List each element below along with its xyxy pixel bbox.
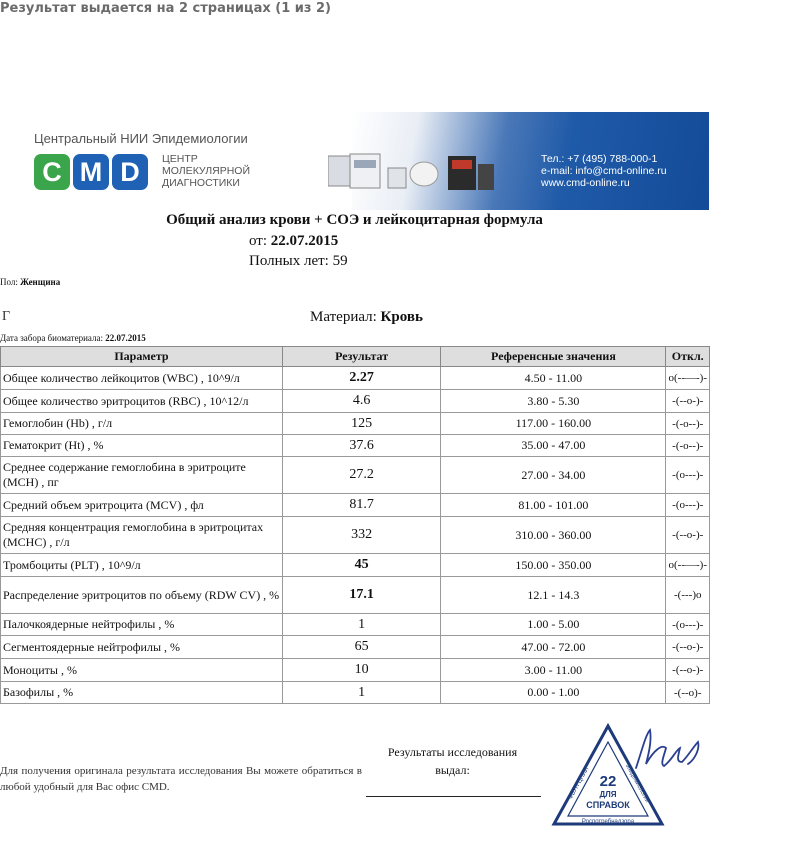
table-row [1, 517, 710, 554]
patient-age: Полных лет: 59 [249, 253, 348, 269]
dev-cell: -(-o--)- [666, 413, 710, 435]
param-cell: Гемоглобин (Hb) , г/л [1, 413, 283, 435]
param-cell: Моноциты , % [1, 659, 283, 682]
ref-cell: 0.00 - 1.00 [441, 682, 666, 704]
ref-cell: 117.00 - 160.00 [441, 413, 666, 435]
ref-cell: 3.80 - 5.30 [441, 390, 666, 413]
dev-cell: -(o---)- [666, 457, 710, 494]
ref-cell: 310.00 - 360.00 [441, 517, 666, 554]
table-row [1, 636, 710, 659]
stamp-line2: СПРАВОК [586, 800, 630, 810]
cmd-logo [34, 154, 148, 190]
dev-cell: -(-o--)- [666, 435, 710, 457]
param-cell: Распределение эритроцитов по объему (RDW CV) , % [1, 577, 283, 614]
param-cell: Общее количество лейкоцитов (WBC) , 10^9/л [1, 367, 283, 390]
header-reference: Референсные значения [441, 347, 666, 367]
table-row [1, 577, 710, 614]
value-cell: 1 [282, 682, 440, 704]
dev-cell: -(o---)- [666, 494, 710, 517]
header-banner [0, 112, 709, 210]
results-table [0, 346, 710, 704]
logo-letter-d: D [112, 154, 148, 190]
report-title: Общий анализ крови + СОЭ и лейкоцитарная формула [166, 212, 543, 228]
stamp-left: ФБУН ЦНИИ [567, 766, 591, 801]
ref-cell: 3.00 - 11.00 [441, 659, 666, 682]
logo-subtitle: ЦЕНТР МОЛЕКУЛЯРНОЙ ДИАГНОСТИКИ [162, 153, 251, 189]
issued-by-label: Результаты исследования выдал: [387, 745, 518, 777]
header-parameter: Параметр [1, 347, 283, 367]
value-cell: 27.2 [282, 457, 440, 494]
ref-cell: 47.00 - 72.00 [441, 636, 666, 659]
page-count-notice: Результат выдается на 2 страницах (1 из 2) [0, 1, 331, 16]
stamp-number: 22 [599, 773, 617, 790]
param-cell: Средняя концентрация гемоглобина в эритроцитах (MCHC) , г/л [1, 517, 283, 554]
header-deviation: Откл. [666, 347, 710, 367]
dev-cell: -(---)o [666, 577, 710, 614]
table-row [1, 494, 710, 517]
param-cell: Сегментоядерные нейтрофилы , % [1, 636, 283, 659]
contact-email: e-mail: info@cmd-online.ru [541, 165, 667, 177]
value-cell: 65 [282, 636, 440, 659]
contact-site: www.cmd-online.ru [541, 177, 630, 189]
stamp-right: эпидемиологии [623, 763, 650, 804]
value-cell: 17.1 [282, 577, 440, 614]
value-cell: 332 [282, 517, 440, 554]
stamp-bottom: Роспотребнадзора [581, 819, 635, 825]
table-row [1, 457, 710, 494]
ref-cell: 12.1 - 14.3 [441, 577, 666, 614]
param-cell: Тромбоциты (PLT) , 10^9/л [1, 554, 283, 577]
param-cell: Палочкоядерные нейтрофилы , % [1, 614, 283, 636]
param-cell: Общее количество эритроцитов (RBC) , 10^12/л [1, 390, 283, 413]
value-cell: 4.6 [282, 390, 440, 413]
value-cell: 37.6 [282, 435, 440, 457]
dev-cell: -(--o)- [666, 682, 710, 704]
original-note: Для получения оригинала результата исследования Вы можете обратиться в любой удобный для Вас офис CMD. [0, 765, 362, 793]
table-row [1, 367, 710, 390]
param-cell: Гематокрит (Ht) , % [1, 435, 283, 457]
value-cell: 1 [282, 614, 440, 636]
table-row [1, 435, 710, 457]
contact-info [541, 153, 667, 189]
logo-letter-c: C [34, 154, 70, 190]
table-header-row [1, 347, 710, 367]
dev-cell: -(--o-)- [666, 390, 710, 413]
contact-phone: Тел.: +7 (495) 788-000-1 [541, 153, 658, 165]
ref-cell: 27.00 - 34.00 [441, 457, 666, 494]
table-row [1, 554, 710, 577]
table-row [1, 390, 710, 413]
value-cell: 125 [282, 413, 440, 435]
ref-cell: 4.50 - 11.00 [441, 367, 666, 390]
report-date: от: 22.07.2015 [249, 233, 339, 249]
param-cell: Средний объем эритроцита (MCV) , фл [1, 494, 283, 517]
dev-cell: -(--o-)- [666, 636, 710, 659]
param-cell: Среднее содержание гемоглобина в эритроците (MCH) , пг [1, 457, 283, 494]
table-row [1, 682, 710, 704]
logo-letter-m: M [73, 154, 109, 190]
value-cell: 10 [282, 659, 440, 682]
biomaterial-date: Дата забора биоматериала: 22.07.2015 [0, 333, 146, 343]
redacted-mark: Г [2, 309, 11, 324]
table-row [1, 614, 710, 636]
dev-cell: -(o---)- [666, 614, 710, 636]
value-cell: 2.27 [282, 367, 440, 390]
header-result: Результат [282, 347, 440, 367]
signature-line [366, 796, 541, 797]
dev-cell: -(--o-)- [666, 659, 710, 682]
value-cell: 81.7 [282, 494, 440, 517]
lab-equipment-image [328, 150, 496, 192]
ref-cell: 81.00 - 101.00 [441, 494, 666, 517]
ref-cell: 150.00 - 350.00 [441, 554, 666, 577]
dev-cell: o(--—-)- [666, 554, 710, 577]
ref-cell: 35.00 - 47.00 [441, 435, 666, 457]
value-cell: 45 [282, 554, 440, 577]
dev-cell: o(--—-)- [666, 367, 710, 390]
signature-image [628, 720, 708, 780]
dev-cell: -(--o-)- [666, 517, 710, 554]
param-cell: Базофилы , % [1, 682, 283, 704]
table-row [1, 413, 710, 435]
table-row [1, 659, 710, 682]
ref-cell: 1.00 - 5.00 [441, 614, 666, 636]
stamp-line1: ДЛЯ [599, 790, 617, 799]
institute-name: Центральный НИИ Эпидемиологии [34, 131, 248, 146]
material: Материал: Кровь [310, 309, 423, 325]
patient-sex: Пол: Женщина [0, 277, 61, 287]
